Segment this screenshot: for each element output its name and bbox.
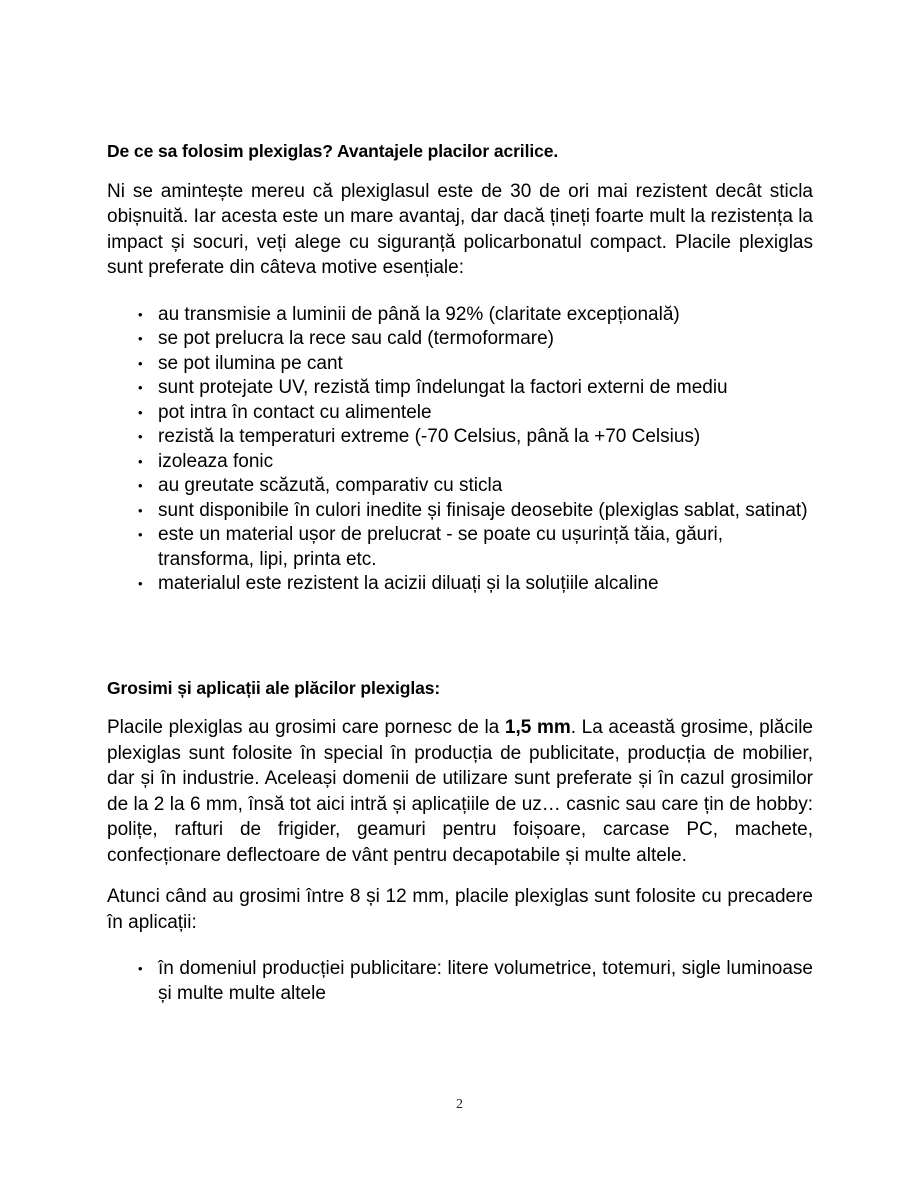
list-item: • sunt disponibile în culori inedite și finisaje deosebite (plexiglas sablat, satinat) [107, 499, 813, 524]
spacer-between-sections [107, 597, 813, 677]
spacer-between-paragraphs [107, 868, 813, 884]
list-item: • în domeniul producției publicitare: litere volumetrice, totemuri, sigle luminoase și multe multe altele [107, 957, 813, 1006]
spacer-before-list-one [107, 281, 813, 303]
document-content [107, 140, 813, 1006]
list-item: • este un material ușor de prelucrat - se poate cu ușurință tăia, găuri, transforma, lipi, printa etc. [107, 523, 813, 572]
section-one-bullet-list [107, 303, 813, 597]
section-two-heading: Grosimi și aplicații ale plăcilor plexiglas: [107, 677, 441, 698]
spacer-before-list-two [107, 935, 813, 957]
section-one-intro-paragraph: Ni se amintește mereu că plexiglasul este de 30 de ori mai rezistent decât sticla obișnuită. Iar acesta este un mare avantaj, dar dacă țineți foarte mult la rezistența la impact și socuri, veți alege cu siguranță policarbonatul compact. Placile plexiglas sunt preferate din câteva motive esențiale: [107, 180, 813, 279]
paragraph-text-rest: . La această grosime, plăcile plexiglas sunt folosite în special în producția de publicitate, producția de mobilier, dar și în industrie. Aceleași domenii de utilizare sunt preferate și în cazul grosimilor de la 2 la 6 mm, însă tot aici intră și aplicațiile de uz… casnic sau care țin de hobby: polițe, rafturi de frigider, geamuri pentru foișoare, carcase PC, machete, confecționare deflectoare de vânt pentru decapotabile și multe altele. [107, 717, 813, 866]
list-item: • izoleaza fonic [107, 450, 813, 475]
list-item: • se pot prelucra la rece sau cald (termoformare) [107, 327, 813, 352]
list-item: • rezistă la temperaturi extreme (-70 Celsius, până la +70 Celsius) [107, 425, 813, 450]
section-two-paragraph-two: Atunci când au grosimi între 8 și 12 mm, placile plexiglas sunt folosite cu precadere în aplicații: [107, 886, 813, 933]
list-item: • materialul este rezistent la acizii diluați și la soluțiile alcaline [107, 572, 813, 597]
section-two-bullet-list [107, 957, 813, 1006]
section-two-paragraph-one [107, 715, 813, 868]
paragraph-text-lead: Placile plexiglas au grosimi care pornesc de la [107, 717, 505, 739]
section-one-heading: De ce sa folosim plexiglas? Avantajele placilor acrilice. [107, 141, 559, 161]
thickness-value-bold: 1,5 mm [504, 717, 571, 739]
list-item: • pot intra în contact cu alimentele [107, 401, 813, 426]
list-item: • au transmisie a luminii de până la 92% (claritate excepțională) [107, 303, 813, 328]
list-item: • au greutate scăzută, comparativ cu sticla [107, 474, 813, 499]
list-item: • se pot ilumina pe cant [107, 352, 813, 377]
list-item: • sunt protejate UV, rezistă timp îndelungat la factori externi de mediu [107, 376, 813, 401]
page-number: 2 [456, 1097, 463, 1112]
